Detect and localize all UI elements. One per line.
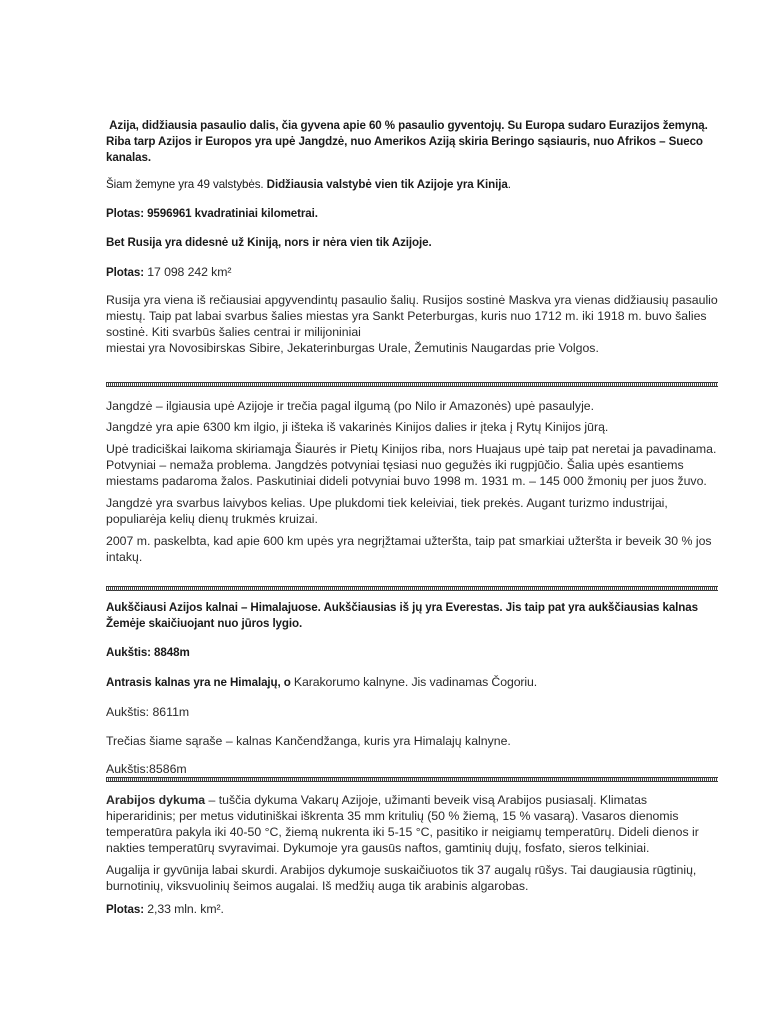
largest-state-text: Didžiausia valstybė vien tik Azijoje yra Kinija bbox=[266, 178, 508, 191]
russia-cities-k: prie bbox=[531, 341, 559, 355]
asia-intro-paragraph bbox=[106, 118, 718, 166]
russia-cities-m: . bbox=[595, 341, 599, 355]
desert-area-label: Plotas: bbox=[106, 903, 144, 916]
russia-area-label: Plotas: bbox=[106, 266, 144, 279]
russia-cities-a: miestai yra bbox=[106, 341, 169, 355]
arabian-desert-paragraph bbox=[106, 792, 718, 856]
yangtze-intro-paragraph: Jangdzė – ilgiausia upė Azijoje ir trečia pagal ilgumą (po Nilo ir Amazonės) upė pasaulyje. bbox=[106, 399, 595, 413]
yangtze-pollution-paragraph: 2007 m. paskelbta, kad apie 600 km upės yra negrįžtamai užteršta, taip pat smarkiai užteršta ir beveik 30 % jos intakų. bbox=[106, 534, 712, 564]
section-divider bbox=[106, 382, 718, 387]
russia-bigger-paragraph: Bet Rusija yra didesnė už Kiniją, nors ir nėra vien tik Azijoje. bbox=[106, 236, 432, 249]
russia-area-paragraph bbox=[106, 264, 718, 281]
yangtze-shipping-paragraph: Jangdzė yra svarbus laivybos kelias. Upe plukdomi tiek keleiviai, tiek prekės. Augant turizmo industrijai, populiarėja kelių dienų trukmės kruizai. bbox=[106, 496, 668, 526]
america-link[interactable]: Amerikos bbox=[374, 135, 427, 148]
russia-cities-paragraph bbox=[106, 340, 718, 356]
russia-desc-e: , kuris nuo 1712 m. iki 1918 m. buvo šalies sostinė. Kiti svarbūs šalies centrai ir milijoniniai bbox=[106, 309, 707, 339]
russia-area-value: 17 098 242 km² bbox=[143, 265, 232, 279]
kangchenjunga-height: Aukštis:8586m bbox=[106, 762, 187, 776]
yangtze-floods-paragraph: Upė tradiciškai laikoma skiriamąja Šiaurės ir Pietų Kinijos riba, nors Huajaus upė taip pat neretai ja pavadinama. Potvyniai – nemaža problema. Jangdzės potvyniai tęsiasi nuo gegužės iki rugpjūčio. Šalia upės esantiems miestams padaroma žalos. Paskutiniai dideli potvyniai buvo 1998 m. 1931 m. – 145 000 žmonių per juos žuvo. bbox=[106, 442, 717, 488]
everest-height: Aukštis: 8848m bbox=[106, 646, 190, 659]
russia-cities-i: , bbox=[407, 341, 415, 355]
novosibirsk-link[interactable]: Novosibirskas bbox=[168, 341, 246, 355]
bering-link[interactable]: Beringo sąsiauris bbox=[491, 135, 587, 148]
himalaya-paragraph: Aukščiausi Azijos kalnai – Himalajuose. Aukščiausias iš jų yra Everestas. Jis taip pat yra aukščiausias kalnas Žemėje skaičiuojant nuo jūros lygio. bbox=[106, 601, 698, 630]
arabian-desert-title: Arabijos dykuma bbox=[106, 793, 206, 807]
yangtze-length-paragraph: Jangdzė yra apie 6300 km ilgio, ji išteka iš vakarinės Kinijos dalies ir įteka į Rytų Kinijos jūrą. bbox=[106, 420, 609, 434]
k2-text-b: Karakorumo kalnyne. Jis vadinamas Čogoriu. bbox=[293, 675, 538, 689]
ural-link[interactable]: Urale bbox=[378, 341, 408, 355]
russia-desc-a: Rusija yra viena iš rečiausiai apgyvendintų pasaulio šalių. Rusijos sostinė bbox=[106, 293, 509, 307]
states-count-text: Šiam žemyne yra 49 valstybės. bbox=[106, 178, 267, 191]
k2-height: Aukštis: 8611m bbox=[106, 705, 190, 719]
k2-text-a: Antrasis kalnas yra ne Himalajų, o bbox=[106, 676, 294, 689]
volga-link[interactable]: Volgos bbox=[558, 341, 596, 355]
desert-area-paragraph bbox=[106, 901, 718, 918]
document-page bbox=[106, 118, 718, 918]
asia-intro-text-i: , nuo bbox=[586, 135, 617, 148]
eurasia-link[interactable]: Eurazijos bbox=[608, 119, 660, 132]
k2-paragraph bbox=[106, 674, 718, 691]
section-divider bbox=[106, 777, 718, 782]
nizhny-novgorod-link[interactable]: Žemutinis Naugardas bbox=[414, 341, 532, 355]
yekaterinburg-link[interactable]: Jekaterinburgas bbox=[287, 341, 375, 355]
asia-intro-text-e: žemyną. Riba tarp Azijos ir Europos yra upė Jangdzė, nuo bbox=[106, 119, 708, 148]
asia-intro-text-g: Aziją skiria bbox=[426, 135, 492, 148]
russia-cities-e: , bbox=[280, 341, 288, 355]
st-petersburg-link[interactable]: Sankt Peterburgas bbox=[372, 309, 475, 323]
russia-desc-c: yra vienas didžiausių pasaulio miestų. Taip pat labai svarbus šalies miestas yra bbox=[106, 293, 718, 323]
africa-suez-text: Afrikos – Sueco kanalas. bbox=[106, 135, 703, 164]
section-divider bbox=[106, 586, 718, 591]
desert-flora-paragraph: Augalija ir gyvūnija labai skurdi. Arabijos dykumoje suskaičiuotos tik 37 augalų rūšys. Tai daugiausia rūgtinių, burnotinių, viksvuolinių šeimos augalai. Iš medžių auga tik arabinis algarobas. bbox=[106, 863, 697, 893]
russia-description-paragraph bbox=[106, 292, 718, 340]
states-count-end: . bbox=[507, 178, 511, 191]
arabian-desert-text: – tuščia dykuma Vakarų Azijoje, užimanti beveik visą Arabijos pusiasalį. Klimatas hiperaridinis; per metus vidutiniškai iškrenta 35 mm kritulių (50 % žiemą, 15 % vasarą). Vasaros dienomis temperatūra pakyla iki 40-50 °C, žiemą nukrenta iki 5-15 °C, pasitiko ir neigiamų temperatūrų. Dideli dienos ir nakties temperatūrų svyravimai. Dykumoje yra gausūs naftos, gamtinių dujų, fosfato, sieros telkiniai. bbox=[106, 793, 699, 855]
asia-intro-text-a: Azija, didžiausia pasaulio dalis, čia gyvena apie 60 % pasaulio gyventojų. Su bbox=[109, 119, 526, 132]
siberia-link[interactable]: Sibire bbox=[248, 341, 281, 355]
desert-area-value: 2,33 mln. km². bbox=[143, 902, 224, 916]
states-count-paragraph bbox=[106, 177, 718, 193]
kangchenjunga-paragraph: Trečias šiame sąraše – kalnas Kančendžanga, kuris yra Himalajų kalnyne. bbox=[106, 734, 511, 748]
asia-intro-text-c: sudaro bbox=[564, 119, 609, 132]
moscow-link[interactable]: Maskva bbox=[508, 293, 551, 307]
europe-link[interactable]: Europa bbox=[525, 119, 565, 132]
china-area-paragraph: Plotas: 9596961 kvadratiniai kilometrai. bbox=[106, 207, 318, 220]
